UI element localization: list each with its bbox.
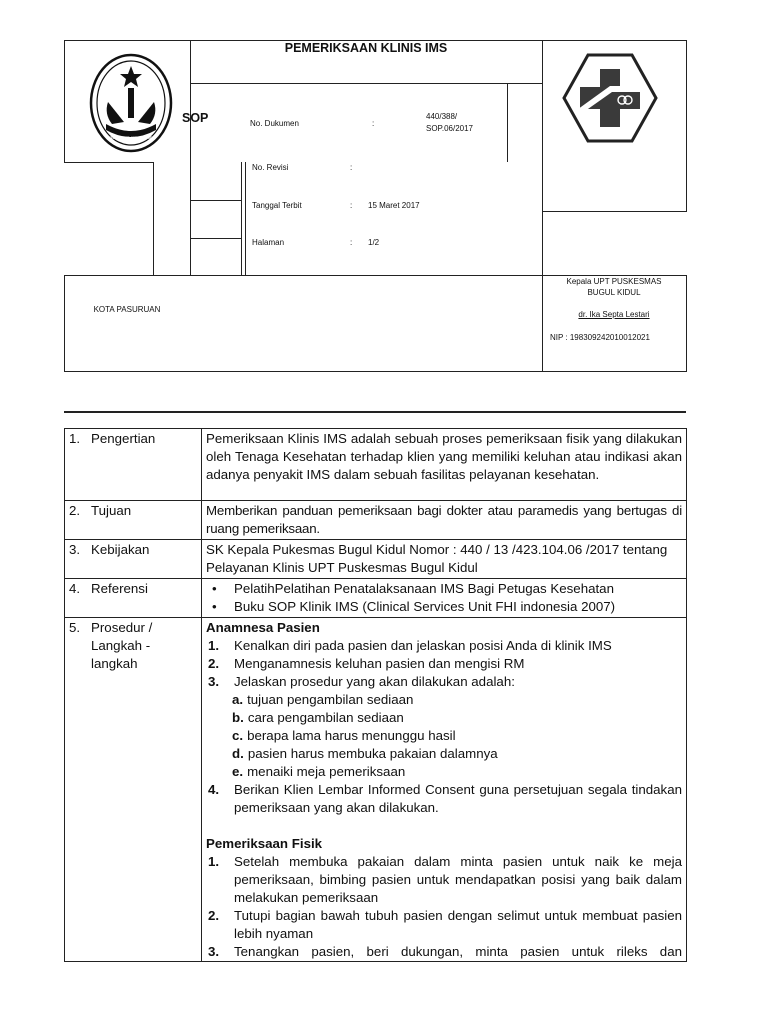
sub-text: tujuan pengambilan sediaan xyxy=(247,692,414,707)
sub-list-item xyxy=(206,745,682,763)
sub-list-item xyxy=(206,727,682,745)
anamnesa-list xyxy=(206,637,682,817)
row-number: 5. xyxy=(69,620,81,635)
sub-text: menaiki meja pemeriksaan xyxy=(247,764,406,779)
list-item: • Buku SOP Klinik IMS (Clinical Services Unit FHI indonesia 2007) xyxy=(206,598,682,616)
row-label-tujuan: Tujuan xyxy=(91,503,132,518)
signature-line1: Kepala UPT PUSKESMAS xyxy=(566,277,662,286)
item-number: 2. xyxy=(208,656,220,671)
seal-text: GUBERNUR JAWA TIMUR xyxy=(109,136,153,140)
field-colon: : xyxy=(350,201,353,210)
field-value-no-dokumen-line2: SOP.06/2017 xyxy=(426,124,474,133)
row-number: 4. xyxy=(69,581,81,596)
referensi-list xyxy=(206,580,682,616)
field-value-no-dokumen-line1: 440/388/ xyxy=(426,112,458,121)
item-text: Setelah membuka pakaian dalam minta pasien untuk naik ke meja pemeriksaan, bimbing pasien untuk mendapatkan posisi yang baik dalam melakukan pemeriksaan xyxy=(234,854,682,905)
table-row xyxy=(65,429,687,501)
list-item xyxy=(206,637,682,655)
fisik-heading: Pemeriksaan Fisik xyxy=(206,836,323,851)
item-number: 3. xyxy=(208,944,220,959)
list-item xyxy=(206,907,682,943)
sub-text: cara pengambilan sediaan xyxy=(247,710,404,725)
item-number: 2. xyxy=(208,908,220,923)
sub-list-item xyxy=(206,691,682,709)
item-text: Kenalkan diri pada pasien dan jelaskan posisi Anda di klinik IMS xyxy=(234,638,612,653)
field-label-no-revisi: No. Revisi xyxy=(252,163,289,172)
field-value-tanggal-terbit: 15 Maret 2017 xyxy=(368,201,420,210)
list-item xyxy=(206,655,682,673)
regional-seal-logo xyxy=(86,52,176,154)
field-value-halaman: 1/2 xyxy=(368,238,380,247)
signature-line2: BUGUL KIDUL xyxy=(587,288,641,297)
fisik-list xyxy=(206,853,682,961)
row-label-kebijakan: Kebijakan xyxy=(91,542,150,557)
sub-list-item xyxy=(206,709,682,727)
sub-letter: d. xyxy=(232,746,244,761)
row-number: 3. xyxy=(69,542,81,557)
field-colon: : xyxy=(372,119,375,128)
puskesmas-logo xyxy=(560,52,660,144)
item-number: 4. xyxy=(208,782,220,797)
table-row xyxy=(65,501,687,540)
row-number: 1. xyxy=(69,431,81,446)
row-label-prosedur-line2: Langkah - xyxy=(91,638,151,653)
field-label-tanggal-terbit: Tanggal Terbit xyxy=(252,201,302,210)
table-row xyxy=(65,540,687,579)
item-text: Tenangkan pasien, beri dukungan, minta pasien untuk rileks dan xyxy=(234,944,682,959)
document-title: PEMERIKSAAN KLINIS IMS xyxy=(284,41,448,55)
table-row xyxy=(65,579,687,618)
item-number: 1. xyxy=(208,854,220,869)
sub-text: pasien harus membuka pakaian dalamnya xyxy=(247,746,498,761)
item-text: Menganamnesis keluhan pasien dan mengisi RM xyxy=(234,656,525,671)
sop-label: SOP xyxy=(182,111,209,125)
row-label-pengertian: Pengertian xyxy=(91,431,156,446)
signature-name: dr. Ika Septa Lestari xyxy=(578,310,650,319)
sub-letter: e. xyxy=(232,764,244,779)
row-number: 2. xyxy=(69,503,81,518)
table-row xyxy=(65,618,687,962)
sub-letter: a. xyxy=(232,692,244,707)
item-text: Jelaskan prosedur yang akan dilakukan adalah: xyxy=(234,674,515,689)
field-colon: : xyxy=(350,163,353,172)
sop-content-table xyxy=(64,428,687,962)
list-item xyxy=(206,673,682,781)
sub-list xyxy=(206,691,682,781)
row-label-prosedur-line3: langkah xyxy=(91,656,138,671)
tujuan-text: Memberikan panduan pemeriksaan bagi dokter atau paramedis yang bertugas di ruang pemeriksaan. xyxy=(202,501,687,540)
pengertian-text: Pemeriksaan Klinis IMS adalah sebuah proses pemeriksaan fisik yang dilakukan oleh Tenaga Kesehatan terhadap klien yang memiliki keluhan atau indikasi akan adanya penyakit IMS dalam sebuah fasilitas pelayanan kesehatan. xyxy=(202,429,687,501)
list-item xyxy=(206,853,682,907)
list-item: • PelatihPelatihan Penatalaksanaan IMS Bagi Petugas Kesehatan xyxy=(206,580,682,598)
signature-nip: NIP : 198309242010012021 xyxy=(550,333,650,342)
anamnesa-heading: Anamnesa Pasien xyxy=(206,620,320,635)
separator-line xyxy=(64,411,686,413)
row-label-referensi: Referensi xyxy=(91,581,148,596)
item-number: 3. xyxy=(208,674,220,689)
kebijakan-text: SK Kepala Pukesmas Bugul Kidul Nomor : 440 / 13 /423.104.06 /2017 tentang Pelayanan Klinis UPT Puskesmas Bugul Kidul xyxy=(202,540,687,579)
sub-list-item xyxy=(206,763,682,781)
field-label-no-dokumen: No. Dukumen xyxy=(250,119,299,128)
item-number: 1. xyxy=(208,638,220,653)
item-text: Tutupi bagian bawah tubuh pasien dengan selimut untuk membuat pasien lebih nyaman xyxy=(234,908,682,941)
sub-letter: c. xyxy=(232,728,244,743)
field-colon: : xyxy=(350,238,353,247)
row-label-prosedur: Prosedur / xyxy=(91,620,153,635)
sub-text: berapa lama harus menunggu hasil xyxy=(247,728,456,743)
sub-letter: b. xyxy=(232,710,244,725)
list-item xyxy=(206,781,682,817)
city-label: KOTA PASURUAN xyxy=(93,305,161,314)
field-label-halaman: Halaman xyxy=(252,238,285,247)
item-text: Berikan Klien Lembar Informed Consent guna persetujuan segala tindakan pemeriksaan yang akan dilakukan. xyxy=(234,782,682,815)
list-item xyxy=(206,943,682,961)
